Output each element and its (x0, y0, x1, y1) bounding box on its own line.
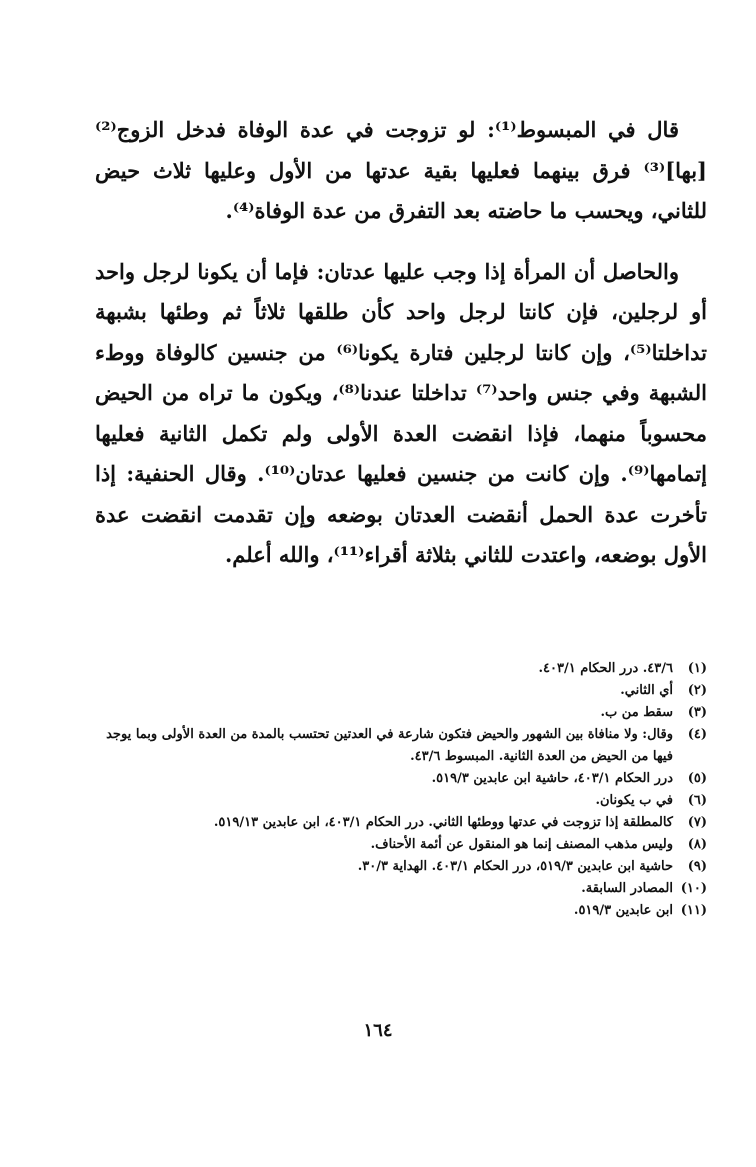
footnote (93, 768, 707, 790)
footnote-text: درر الحكام ٤٠٣/١، حاشية ابن عابدين ٥١٩/٣. (431, 771, 673, 786)
footnote-text: في ب يكونان. (595, 793, 673, 808)
paragraph-1: قال في المبسوط⁽¹⁾: لو تزوجت في عدة الوفاة فدخل الزوج⁽²⁾ [بها]⁽³⁾ فرق بينهما فعليها بقية عدتها من الأول وعليها ثلاث حيض للثاني، ويحسب ما حاضته بعد التفرق من عدة الوفاة⁽⁴⁾. (95, 117, 707, 223)
footnote-text: حاشية ابن عابدين ٥١٩/٣، درر الحكام ٤٠٣/١. الهداية ٣٠/٣. (357, 859, 673, 874)
footnote-number: (٤) (687, 727, 707, 742)
footnote-number: (١٠) (680, 881, 707, 896)
footnote-number: (٧) (687, 815, 707, 830)
footnote (93, 834, 707, 856)
footnote-number: (٥) (687, 771, 707, 786)
footnote-text: المصادر السابقة. (581, 881, 673, 896)
footnote-text: ابن عابدين ٥١٩/٣. (573, 903, 673, 918)
footnote (93, 790, 707, 812)
footnote-text: سقط من ب. (600, 705, 673, 720)
footnote (93, 812, 707, 834)
footnote-number: (١) (687, 661, 707, 676)
footnote (93, 878, 707, 900)
footnote-number: (٨) (687, 837, 707, 852)
page-number: ١٦٤ (363, 1020, 393, 1041)
footnote (93, 658, 707, 680)
footnote-text: كالمطلقة إذا تزوجت في عدتها ووطئها الثاني. درر الحكام ٤٠٣/١، ابن عابدين ٥١٩/١٣. (213, 815, 673, 830)
footnote (93, 724, 707, 768)
footnote-text: وليس مذهب المصنف إنما هو المنقول عن أئمة الأحناف. (370, 837, 673, 852)
footnote (93, 900, 707, 922)
footnote-text: أي الثاني. (620, 683, 673, 698)
footnote-number: (٩) (687, 859, 707, 874)
footnote-number: (٣) (687, 705, 707, 720)
footnote (93, 702, 707, 724)
footnote (93, 856, 707, 878)
footnote (93, 680, 707, 702)
footnote-number: (٦) (687, 793, 707, 808)
footnote-text: ٤٣/٦. درر الحكام ٤٠٣/١. (538, 661, 673, 676)
paragraph-2: والحاصل أن المرأة إذا وجب عليها عدتان: فإما أن يكونا لرجل واحد أو لرجلين، فإن كانتا لرجل واحد كأن طلقها ثلاثاً ثم وطئها بشبهة تداخلتا⁽⁵⁾، وإن كانتا لرجلين فتارة يكونا⁽⁶⁾ من جنسين كالوفاة ووطء الشبهة وفي جنس واحد⁽⁷⁾ تداخلتا عندنا⁽⁸⁾، ويكون ما تراه من الحيض محسوباً منهما، فإذا انقضت العدة الأولى ولم تكمل الثانية فعليها إتمامها⁽⁹⁾. وإن كانت من جنسين فعليها عدتان⁽¹⁰⁾. وقال الحنفية: إذا تأخرت عدة الحمل أنقضت العدتان بوضعه وإن تقدمت انقضت عدة الأول بوضعه، واعتدت للثاني بثلاثة أقراء⁽¹¹⁾، والله أعلم. (95, 258, 708, 567)
footnote-number: (٢) (687, 683, 707, 698)
footnotes (93, 658, 707, 922)
main-text (95, 110, 707, 576)
footnote-text: وقال: ولا منافاة بين الشهور والحيض فتكون شارعة في العدتين تحتسب بالمدة من العدة الأولى وبما يوجد فيها من الحيض من العدة الثانية. المبسوط ٤٣/٦. (106, 727, 673, 764)
footnote-number: (١١) (680, 903, 707, 918)
